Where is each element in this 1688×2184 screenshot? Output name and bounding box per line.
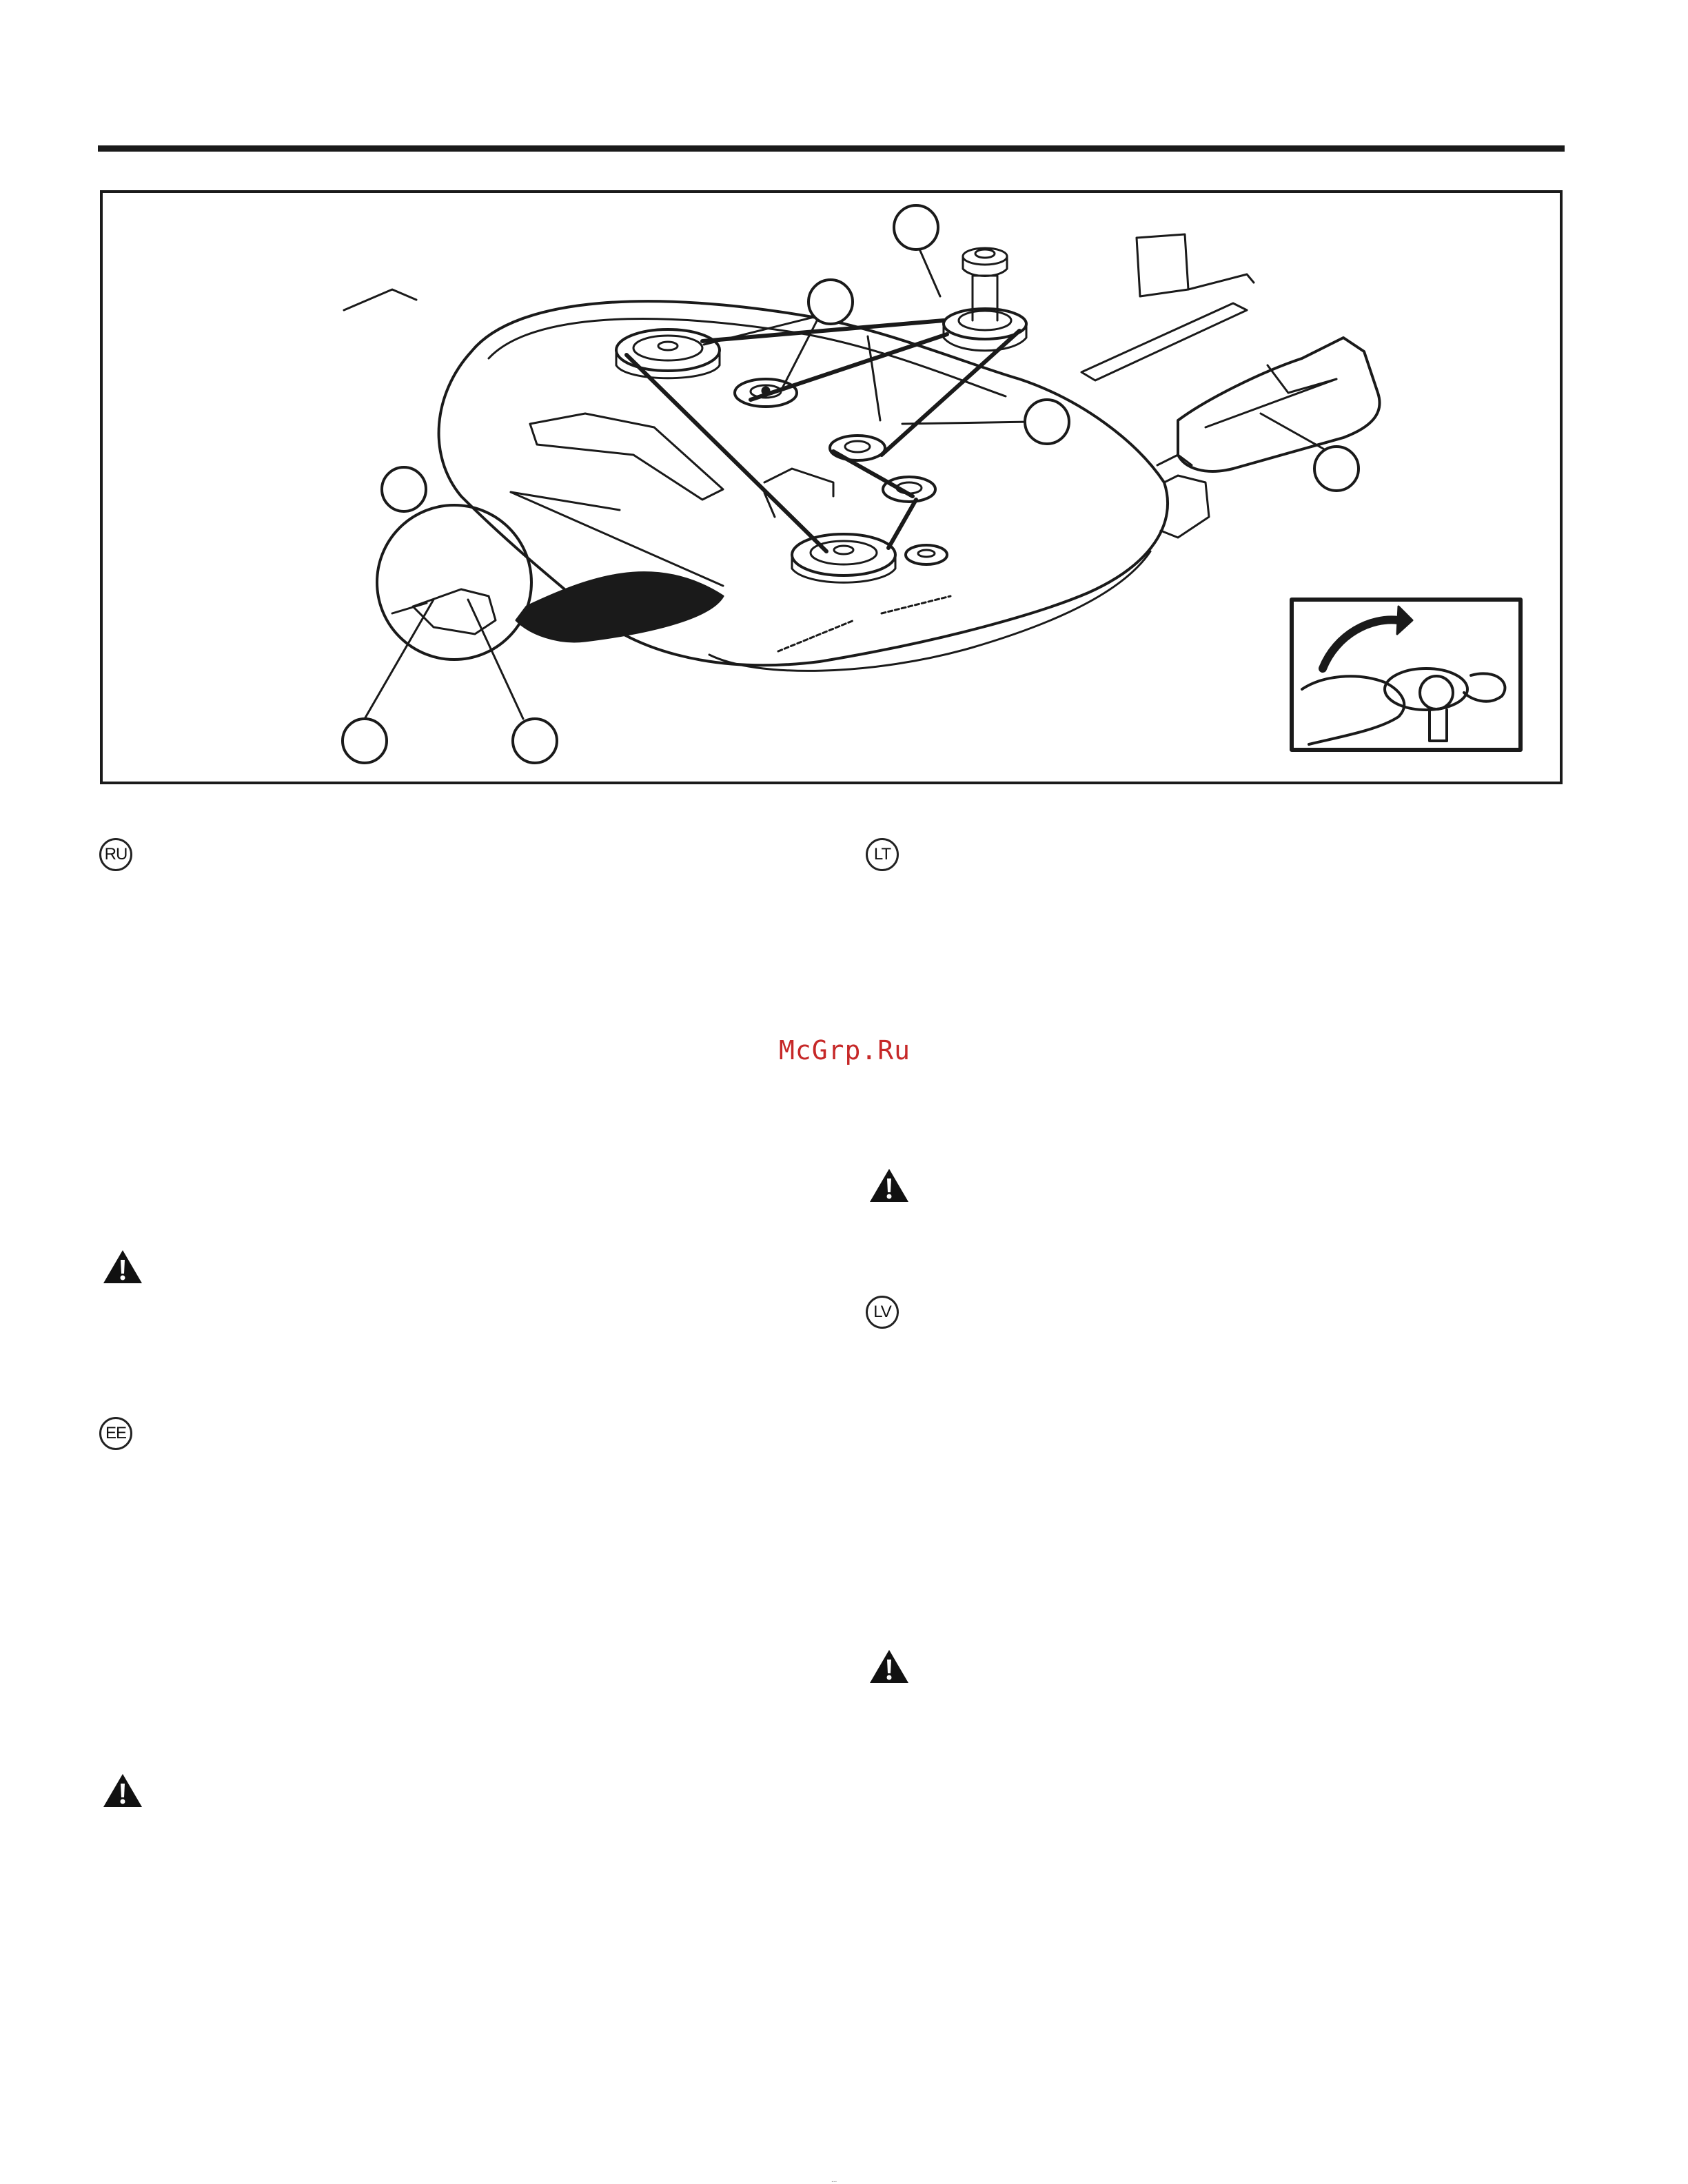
warning-icon [102, 1249, 143, 1285]
tension-rod [1081, 234, 1254, 380]
lang-marker-lv: LV [866, 1296, 899, 1329]
lang-marker-ru: RU [99, 838, 132, 871]
left-spindle-pulley [616, 329, 720, 378]
deck-springs [778, 596, 950, 651]
detail-magnifier [377, 505, 723, 660]
header-rule [98, 145, 1565, 152]
lang-marker-lt: LT [866, 838, 899, 871]
callout-circle [382, 467, 426, 511]
warning-icon [102, 1773, 143, 1808]
callout-circle [513, 719, 557, 763]
lang-marker-ee: EE [99, 1417, 132, 1450]
callout-circle [894, 205, 938, 249]
drive-belts [627, 320, 1019, 551]
warning-icon [868, 1649, 910, 1684]
callout-circle [809, 280, 853, 324]
callout-circle [1314, 447, 1359, 491]
mower-deck-belt-figure [100, 190, 1563, 784]
watermark: McGrp.Ru [779, 1035, 911, 1065]
callout-circle [343, 719, 387, 763]
mower-deck-illustration [103, 193, 1560, 782]
callout-circle [1025, 400, 1069, 444]
warning-icon [868, 1167, 910, 1203]
hairpin-clip-inset [1292, 600, 1521, 750]
footer-mark: ... [831, 2176, 837, 2184]
center-idler-pulley [830, 436, 935, 502]
